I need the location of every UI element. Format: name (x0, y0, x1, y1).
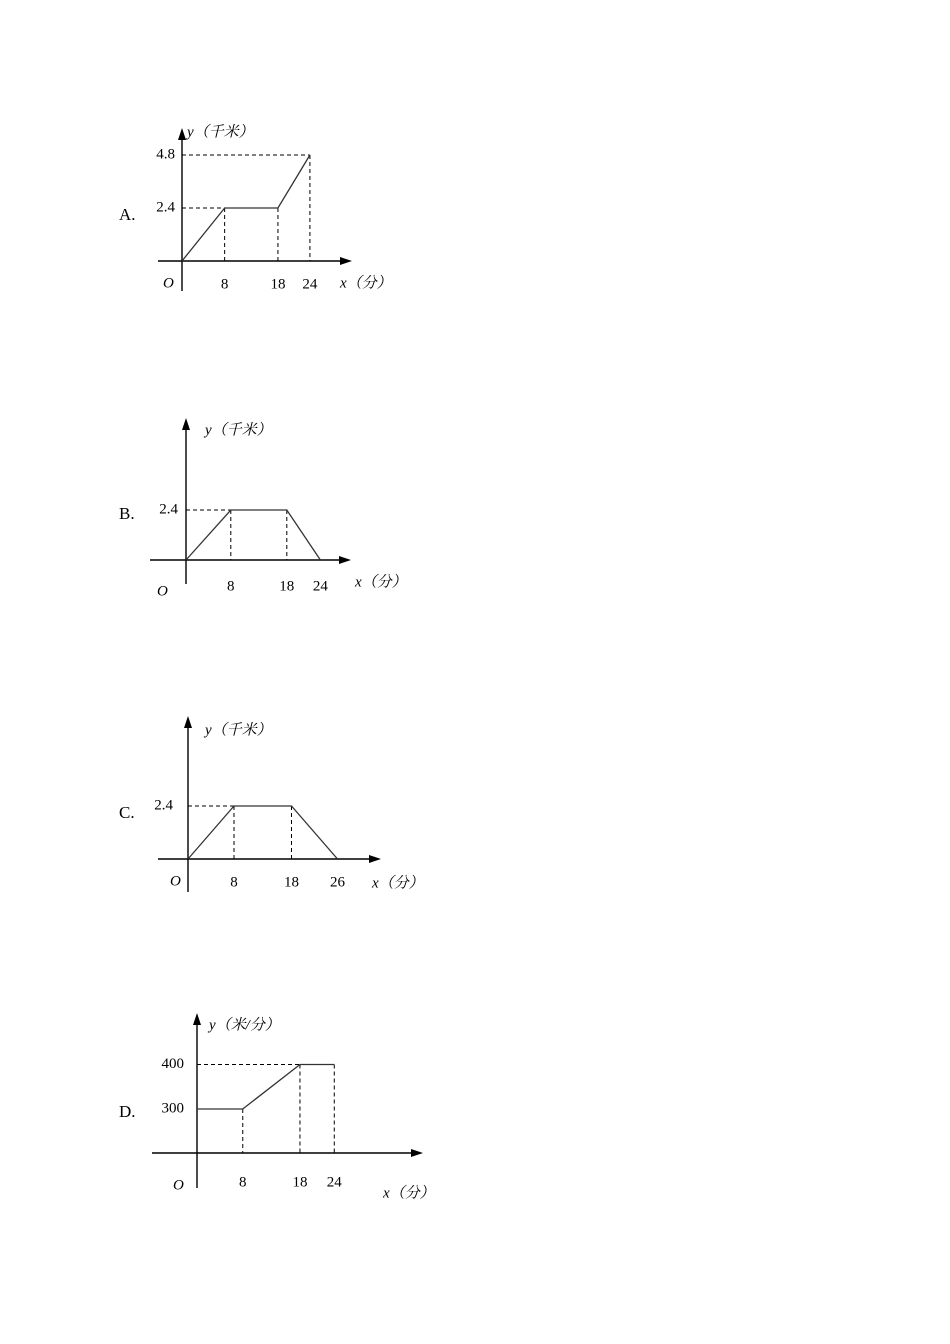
series-line (197, 1065, 334, 1110)
y-tick-label: 2.4 (154, 797, 173, 814)
x-axis-arrow (411, 1149, 423, 1157)
origin-label: O (157, 583, 168, 600)
x-tick-label: 18 (284, 874, 299, 891)
x-tick-label: 8 (220, 276, 229, 293)
x-tick-label: 18 (292, 1174, 308, 1191)
y-tick-label: 400 (161, 1055, 184, 1072)
y-axis-label: y（米/分） (209, 1017, 280, 1034)
y-axis-label: y（千米） (187, 124, 254, 141)
x-tick-label: 18 (270, 276, 286, 293)
y-axis-arrow (193, 1013, 201, 1025)
option-label: D. (119, 1102, 136, 1121)
y-axis-label: y（千米） (205, 422, 272, 439)
x-tick-label: 24 (326, 1174, 342, 1191)
option-label: A. (119, 205, 136, 224)
x-tick-label: 18 (279, 578, 295, 595)
x-axis-label: x（分） (355, 574, 407, 591)
x-axis-label: x（分） (340, 275, 392, 292)
y-axis-label: y（千米） (205, 722, 272, 739)
x-tick-label: 26 (330, 874, 345, 891)
x-axis-label: x（分） (383, 1185, 435, 1202)
y-tick-label: 4.8 (156, 146, 175, 163)
origin-label: O (173, 1177, 184, 1194)
option-label: B. (119, 504, 135, 523)
x-tick-label: 8 (227, 578, 235, 595)
x-tick-label: 24 (312, 578, 328, 595)
option-label: C. (119, 803, 135, 822)
x-tick-label: 8 (230, 874, 238, 891)
y-tick-label: 2.4 (156, 199, 175, 216)
x-axis-label: x（分） (372, 875, 424, 892)
x-tick-label: 24 (302, 276, 318, 293)
y-tick-label: 2.4 (159, 501, 178, 518)
x-tick-label: 8 (239, 1174, 247, 1191)
y-tick-label: 300 (161, 1100, 184, 1117)
origin-label: O (170, 873, 181, 890)
origin-label: O (163, 275, 174, 292)
